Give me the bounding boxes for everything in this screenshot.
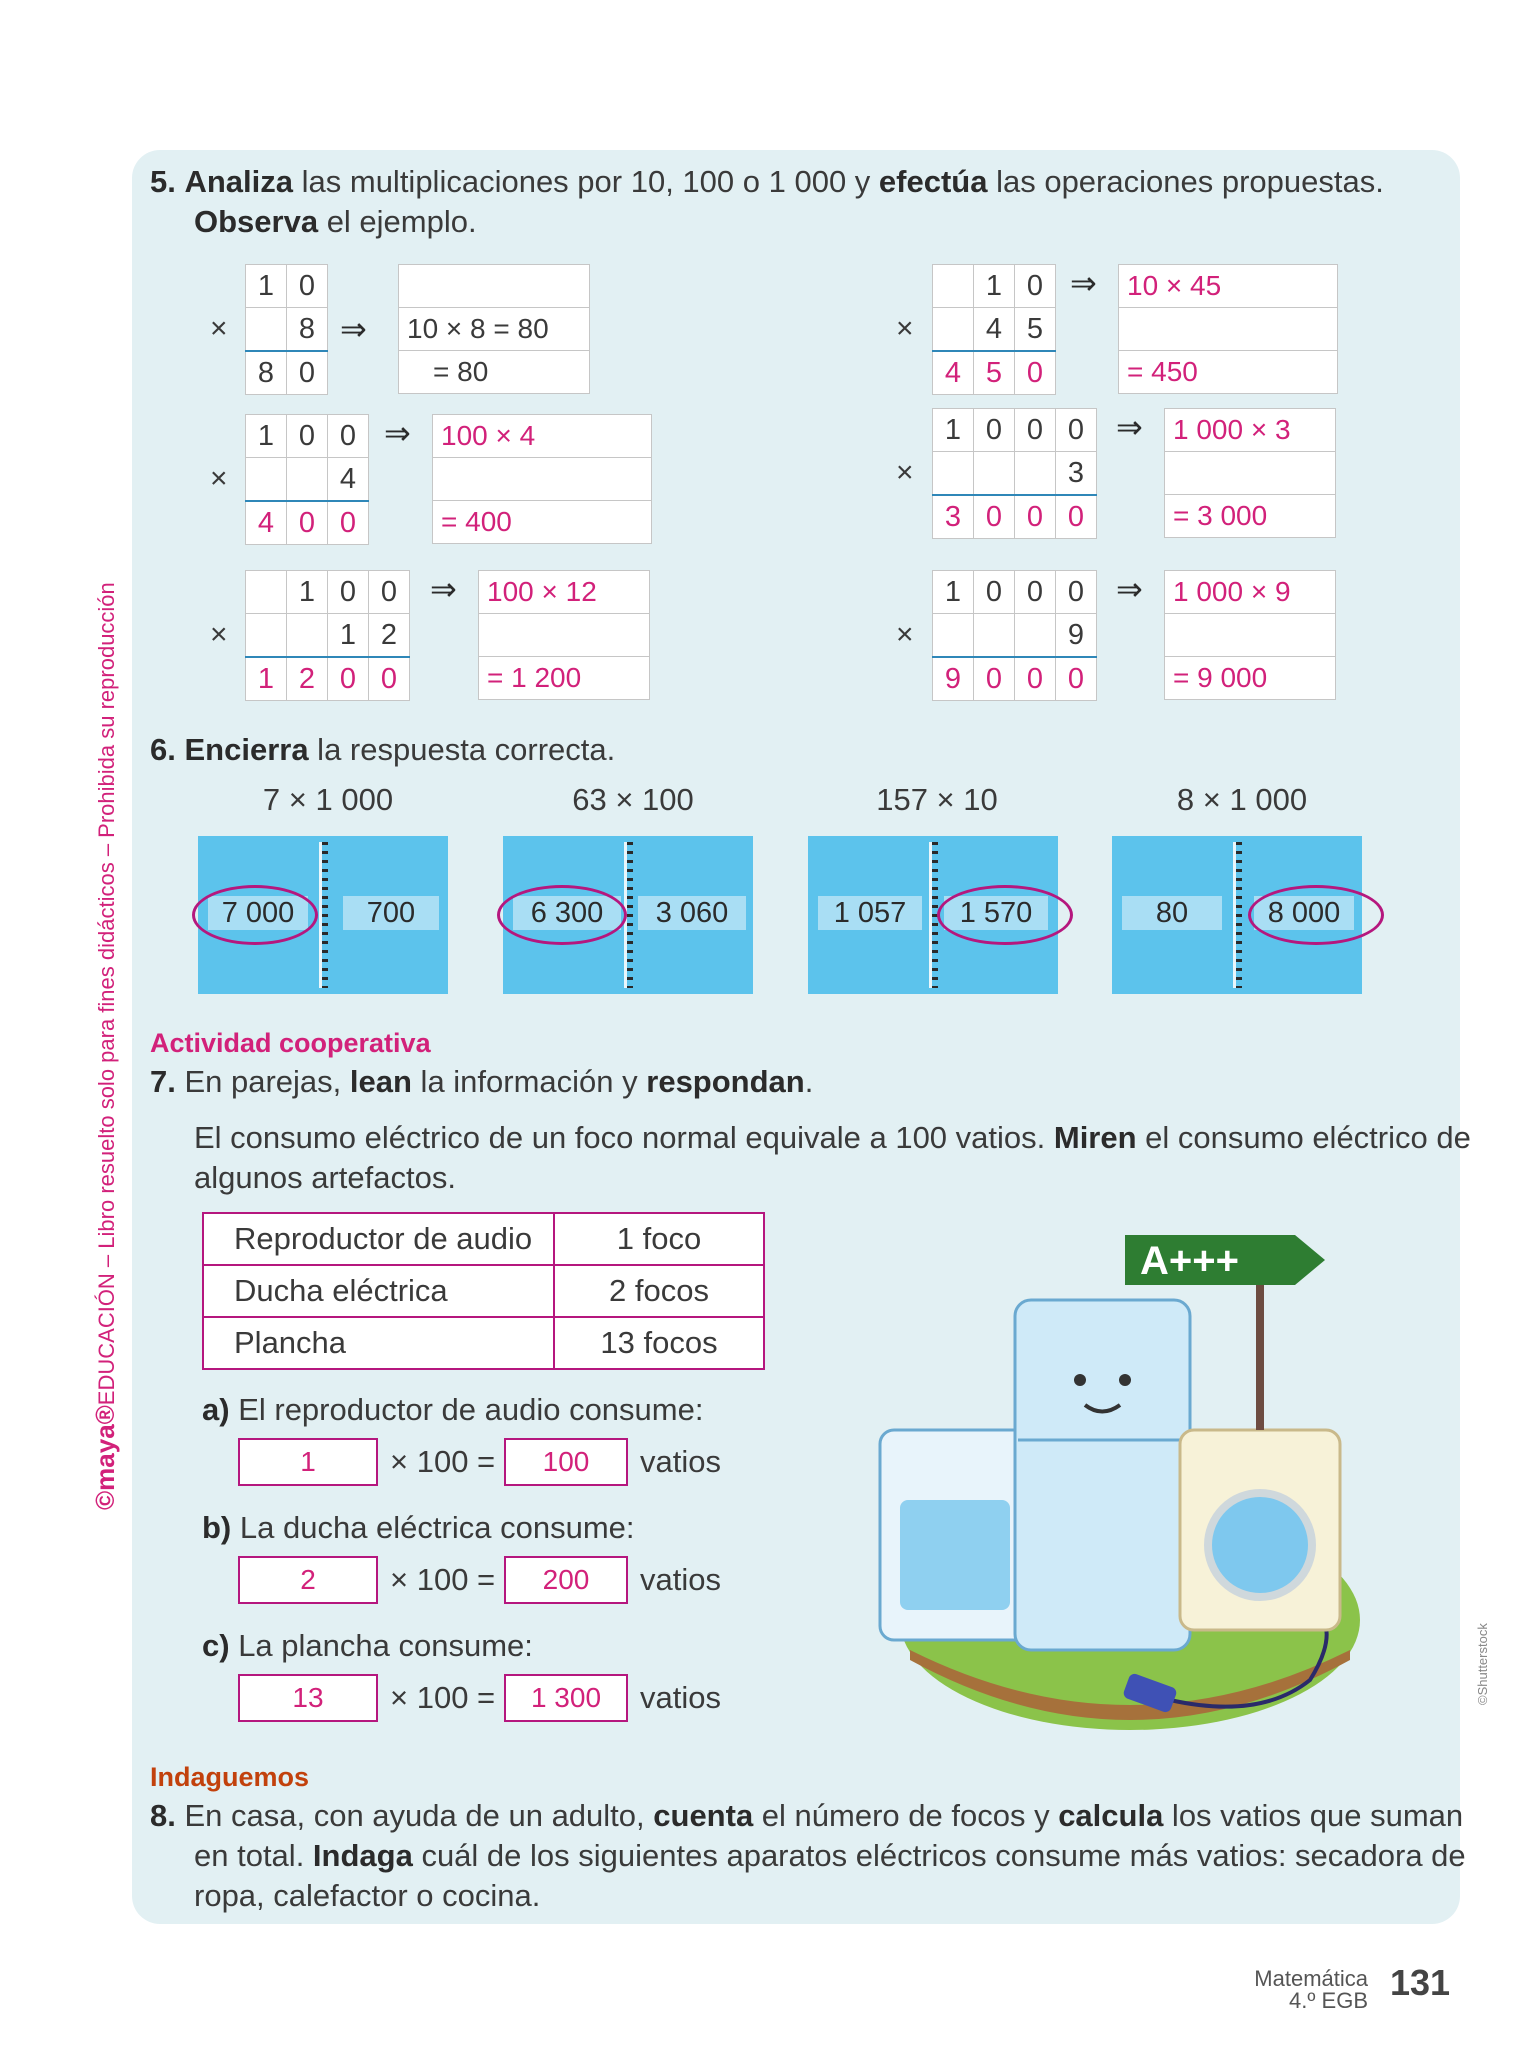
digit: 4 [974, 308, 1015, 352]
unit-label: vatios [640, 1680, 721, 1715]
mult-label: × 100 = [390, 1562, 496, 1597]
q7c-text [202, 1626, 533, 1666]
result-box-1000x3 [1164, 408, 1336, 538]
unit-label: vatios [640, 1444, 721, 1479]
digit [246, 571, 287, 614]
brand-logo: ©maya® [90, 1405, 120, 1510]
section-indaguemos: Indaguemos [150, 1762, 310, 1792]
q6-text: la respuesta correcta. [308, 732, 616, 767]
option-right[interactable]: 700 [343, 896, 439, 930]
digit: 0 [1015, 495, 1056, 539]
digit: 1 [933, 571, 974, 614]
digit [933, 614, 974, 658]
digit [933, 265, 974, 308]
box-line: 1 000 × 3 [1165, 409, 1336, 452]
appliance-value: 2 focos [554, 1265, 764, 1317]
energy-rating: A+++ [1140, 1239, 1239, 1283]
footer-subject [1254, 1968, 1368, 2012]
box-line: 10 × 45 [1119, 265, 1338, 308]
fridge-eye [1119, 1374, 1131, 1386]
table-row [203, 1213, 764, 1265]
times-sign: × [210, 312, 228, 345]
appliance-name: Ducha eléctrica [203, 1265, 554, 1317]
spiral-binding [319, 842, 328, 988]
q8-text: el número de focos y [753, 1798, 1059, 1833]
digit: 0 [287, 415, 328, 458]
box-line: 10 × 8 = 80 [399, 308, 590, 351]
q6-expr-4: 8 × 1 000 [1176, 782, 1308, 817]
implies-arrow: ⇒ [430, 571, 457, 607]
box-line [399, 265, 590, 308]
q7a-text [202, 1390, 703, 1430]
answer-box-focos[interactable]: 13 [238, 1674, 378, 1722]
q7c-question: La plancha consume: [229, 1628, 533, 1663]
digit: 0 [974, 657, 1015, 701]
box-line: 100 × 4 [433, 415, 652, 458]
digit [246, 458, 287, 502]
q8-line1 [150, 1796, 1463, 1836]
times-sign: × [210, 462, 228, 495]
spiral-binding [1233, 842, 1242, 988]
appliance-value: 13 focos [554, 1317, 764, 1369]
mult-label: × 100 = [390, 1680, 496, 1715]
box-line: = 450 [1119, 351, 1338, 394]
digit [933, 452, 974, 496]
q5-number: 5. [150, 164, 176, 199]
q7b-text [202, 1508, 635, 1548]
digit: 0 [1015, 351, 1056, 395]
subject-label: Matemática [1254, 1966, 1368, 1991]
box-line: = 3 000 [1165, 495, 1336, 538]
option-left[interactable]: 1 057 [818, 896, 922, 930]
answer-box-focos[interactable]: 2 [238, 1556, 378, 1604]
q7-paragraph-line1 [194, 1118, 1471, 1158]
answer-circle [192, 885, 318, 945]
digit [933, 308, 974, 352]
q7-text: . [804, 1064, 814, 1099]
digit: 4 [246, 501, 287, 545]
mult-grid-1000x3 [932, 408, 1097, 539]
refrigerator [1015, 1300, 1190, 1650]
digit: 3 [933, 495, 974, 539]
appliance-value: 1 foco [554, 1213, 764, 1265]
digit: 5 [1015, 308, 1056, 352]
implies-arrow: ⇒ [340, 311, 367, 347]
digit: 0 [328, 415, 369, 458]
digit: 0 [287, 351, 328, 395]
times-sign: × [896, 456, 914, 489]
q7a-label: a) [202, 1392, 230, 1427]
fridge-eye [1074, 1374, 1086, 1386]
digit: 0 [1056, 409, 1097, 452]
digit: 0 [1056, 495, 1097, 539]
digit: 2 [369, 614, 410, 658]
q6-number: 6. [150, 732, 176, 767]
digit: 0 [1015, 265, 1056, 308]
q7-bold: lean [349, 1064, 412, 1099]
q7-paragraph-line2: algunos artefactos. [194, 1160, 456, 1195]
digit: 0 [328, 501, 369, 545]
box-line [1165, 614, 1336, 657]
q5-line1 [150, 162, 1384, 202]
mult-grid-100x12 [245, 570, 410, 701]
q5-line2 [194, 202, 477, 242]
digit: 9 [933, 657, 974, 701]
q8-line3: ropa, calefactor o cocina. [194, 1878, 541, 1913]
digit: 0 [974, 571, 1015, 614]
digit [1015, 614, 1056, 658]
implies-arrow: ⇒ [1116, 409, 1143, 445]
answer-box-vatios[interactable]: 200 [504, 1556, 628, 1604]
digit: 1 [287, 571, 328, 614]
dishwasher-door [900, 1500, 1010, 1610]
box-line: = 9 000 [1165, 657, 1336, 700]
option-left[interactable]: 80 [1122, 896, 1222, 930]
result-box-100x4 [432, 414, 652, 544]
answer-box-vatios[interactable]: 100 [504, 1438, 628, 1486]
digit [1015, 452, 1056, 496]
box-line [433, 458, 652, 501]
digit: 9 [1056, 614, 1097, 658]
box-line [479, 614, 650, 657]
q8-text: En casa, con ayuda de un adulto, [175, 1798, 654, 1833]
digit: 0 [328, 571, 369, 614]
times-sign: × [896, 618, 914, 651]
digit: 0 [1015, 571, 1056, 614]
digit [246, 614, 287, 658]
q6-bold: Encierra [184, 732, 309, 767]
box-line: 1 000 × 9 [1165, 571, 1336, 614]
digit: 0 [1056, 571, 1097, 614]
q8-text: cuál de los siguientes aparatos eléctricos consume más vatios: secadora de [412, 1838, 1466, 1873]
digit: 5 [974, 351, 1015, 395]
result-box-10x45 [1118, 264, 1338, 394]
option-right[interactable]: 1 570 [944, 896, 1048, 930]
q7-bold: respondan [646, 1064, 805, 1099]
answer-circle [937, 885, 1073, 945]
option-left[interactable]: 7 000 [208, 896, 308, 930]
digit: 0 [328, 657, 369, 701]
digit: 0 [287, 501, 328, 545]
implies-arrow: ⇒ [1116, 571, 1143, 607]
q7-title [150, 1062, 813, 1102]
q7-text: el consumo eléctrico de [1136, 1120, 1471, 1155]
digit: 0 [974, 409, 1015, 452]
result-box-100x12 [478, 570, 650, 700]
digit: 1 [933, 409, 974, 452]
digit: 1 [246, 415, 287, 458]
digit: 0 [369, 657, 410, 701]
q8-bold: cuenta [653, 1798, 754, 1833]
digit [974, 452, 1015, 496]
digit: 8 [287, 308, 328, 352]
digit: 0 [1056, 657, 1097, 701]
q7c-label: c) [202, 1628, 230, 1663]
appliances-illustration [840, 1220, 1410, 1740]
image-credit: ©Shutterstock [1475, 1623, 1490, 1705]
q5-text3: el ejemplo. [318, 204, 477, 239]
grade-label: 4.º EGB [1289, 1988, 1368, 2013]
digit: 0 [369, 571, 410, 614]
times-sign: × [210, 618, 228, 651]
q8-bold: calcula [1058, 1798, 1164, 1833]
answer-circle [1248, 885, 1384, 945]
digit: 0 [974, 495, 1015, 539]
digit: 4 [328, 458, 369, 502]
answer-circle [497, 885, 627, 945]
mult-grid-1000x9 [932, 570, 1097, 701]
digit: 8 [246, 351, 287, 395]
q8-bold: Indaga [312, 1838, 413, 1873]
q7-text: la información y [411, 1064, 647, 1099]
implies-arrow: ⇒ [384, 415, 411, 451]
q5-text2: las operaciones propuestas. [987, 164, 1384, 199]
table-row [203, 1265, 764, 1317]
answer-box-vatios[interactable]: 1 300 [504, 1674, 628, 1722]
q5-bold-analiza: Analiza [184, 164, 294, 199]
digit: 0 [287, 265, 328, 308]
mult-grid-100x4 [245, 414, 369, 545]
digit [287, 614, 328, 658]
appliance-name: Plancha [203, 1317, 554, 1369]
box-line: = 1 200 [479, 657, 650, 700]
q7-number: 7. [150, 1064, 176, 1099]
option-right[interactable]: 8 000 [1254, 896, 1354, 930]
appliance-name: Reproductor de audio [203, 1213, 554, 1265]
q5-bold-observa: Observa [194, 204, 319, 239]
option-left[interactable]: 6 300 [513, 896, 621, 930]
q7a-question: El reproductor de audio consume: [229, 1392, 704, 1427]
q7b-question: La ducha eléctrica consume: [231, 1510, 635, 1545]
digit: 1 [328, 614, 369, 658]
digit [287, 458, 328, 502]
mult-grid-10x8 [245, 264, 328, 395]
box-line: = 80 [399, 351, 590, 394]
q5-bold-efectua: efectúa [878, 164, 988, 199]
box-line: 100 × 12 [479, 571, 650, 614]
copyright-sidebar [90, 550, 121, 1510]
q6-expr-1: 7 × 1 000 [262, 782, 394, 817]
digit: 1 [246, 265, 287, 308]
digit: 1 [974, 265, 1015, 308]
q7-text: El consumo eléctrico de un foco normal equivale a 100 vatios. [194, 1120, 1054, 1155]
digit: 2 [287, 657, 328, 701]
digit: 3 [1056, 452, 1097, 496]
box-line: = 400 [433, 501, 652, 544]
digit [974, 614, 1015, 658]
box-line [1165, 452, 1336, 495]
q5-text1: las multiplicaciones por 10, 100 o 1 000 y [293, 164, 879, 199]
box-line [1119, 308, 1338, 351]
copyright-text: EDUCACIÓN – Libro resuelto solo para fines didácticos – Prohibida su reproducción [94, 582, 119, 1406]
q6-expr-3: 157 × 10 [876, 782, 998, 817]
unit-label: vatios [640, 1562, 721, 1597]
result-box-1000x9 [1164, 570, 1336, 700]
section-actividad-cooperativa: Actividad cooperativa [150, 1028, 431, 1058]
q8-text: en total. [194, 1838, 313, 1873]
q8-text: los vatios que suman [1163, 1798, 1464, 1833]
q7-text: En parejas, [175, 1064, 350, 1099]
digit: 0 [1015, 409, 1056, 452]
q6-title [150, 730, 615, 770]
q7-bold: Miren [1053, 1120, 1137, 1155]
answer-box-focos[interactable]: 1 [238, 1438, 378, 1486]
digit [246, 308, 287, 352]
digit: 1 [246, 657, 287, 701]
digit: 0 [1015, 657, 1056, 701]
digit: 4 [933, 351, 974, 395]
result-box-10x8 [398, 264, 590, 394]
q8-line2 [194, 1836, 1466, 1876]
times-sign: × [896, 312, 914, 345]
q8-number: 8. [150, 1798, 176, 1833]
q7b-label: b) [202, 1510, 232, 1545]
option-right[interactable]: 3 060 [638, 896, 746, 930]
consumption-table [202, 1212, 765, 1370]
table-row [203, 1317, 764, 1369]
washer-drum [1208, 1493, 1312, 1597]
mult-grid-10x45 [932, 264, 1056, 395]
implies-arrow: ⇒ [1070, 265, 1097, 301]
page-number: 131 [1390, 1962, 1451, 2003]
mult-label: × 100 = [390, 1444, 496, 1479]
q6-expr-2: 63 × 100 [572, 782, 694, 817]
